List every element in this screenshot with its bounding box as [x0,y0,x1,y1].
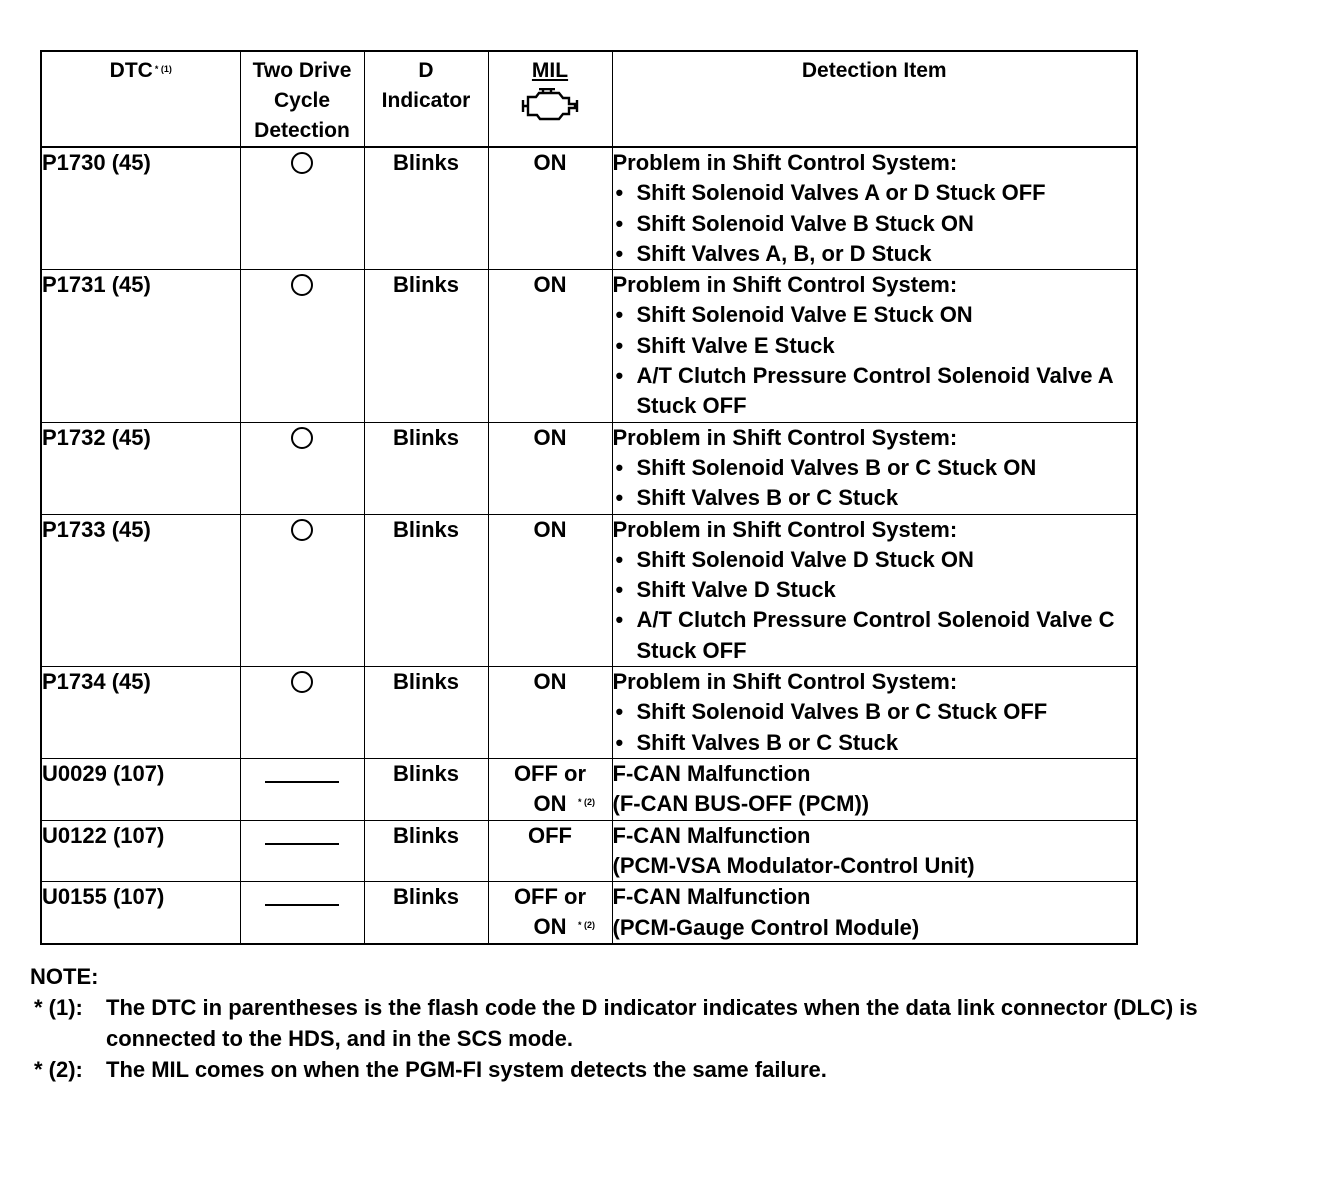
detection-item-cell [612,820,1137,882]
mil-value: OFF or ON [513,884,587,940]
detection-title: Problem in Shift Control System: [612,669,958,695]
two-drive-cycle-cell [240,422,364,514]
mil-value: ON [533,424,567,450]
dtc-code: P1730 (45) [41,147,240,270]
note-line [30,992,1310,1054]
dtc-code: U0029 (107) [41,759,240,821]
list-item: • Shift Solenoid Valve D Stuck ON [613,545,1137,575]
circle-mark-icon [291,671,313,693]
d-indicator-value: Blinks [364,514,488,666]
mil-cell [488,759,612,821]
engine-check-icon [489,88,612,122]
mil-cell [488,422,612,514]
header-dtc: DTC $^{* (1)}$ [41,51,240,147]
dtc-table-body [41,147,1137,944]
detection-title: F-CAN Malfunction [612,884,811,910]
dtc-code: P1734 (45) [41,667,240,759]
note-text: The MIL comes on when the PGM-FI system detects the same failure. [106,1057,827,1082]
detection-subtitle: (PCM-VSA Modulator-Control Unit) [612,852,975,878]
note-heading: NOTE: [30,964,99,989]
table-row [41,270,1137,422]
notes-section [30,961,1310,1085]
detection-list [613,453,1137,514]
mil-cell [488,147,612,270]
list-item: • Shift Valve E Stuck [613,331,1137,361]
header-two-drive-cycle: Two Drive Cycle Detection [240,51,364,147]
detection-list [613,178,1137,269]
two-drive-cycle-cell [240,270,364,422]
dtc-code: P1732 (45) [41,422,240,514]
mil-value: ON [533,669,567,695]
detection-item-cell [612,270,1137,422]
mil-value: OFF [528,822,572,848]
table-row [41,422,1137,514]
two-drive-cycle-cell [240,147,364,270]
list-item: • Shift Valves B or C Stuck [613,483,1137,513]
note-key: * (2): [34,1057,83,1082]
two-drive-cycle-cell [240,667,364,759]
list-item: • Shift Solenoid Valves B or C Stuck ON [613,453,1137,483]
detection-title: F-CAN Malfunction [612,761,811,787]
dtc-code: P1733 (45) [41,514,240,666]
table-row [41,759,1137,821]
list-item: • Shift Solenoid Valves B or C Stuck OFF [613,697,1137,727]
mil-cell [488,820,612,882]
mil-cell [488,667,612,759]
note-line [30,1054,1310,1085]
mil-value: OFF or ON [513,761,587,817]
detection-subtitle: (F-CAN BUS-OFF (PCM)) [612,791,870,817]
list-item: • Shift Solenoid Valves A or D Stuck OFF [613,178,1137,208]
d-indicator-value: Blinks [364,147,488,270]
table-row [41,147,1137,270]
circle-mark-icon [291,519,313,541]
d-indicator-value: Blinks [364,759,488,821]
two-drive-cycle-cell [240,882,364,944]
mil-value: ON [533,150,567,175]
note-key: * (1): [34,995,83,1020]
detection-title: Problem in Shift Control System: [612,150,958,175]
dash-mark-icon [265,904,339,906]
dtc-footnote-marker: * (1) [154,64,172,74]
two-drive-cycle-cell [240,759,364,821]
mil-footnote-marker: * (2) [578,797,596,808]
d-indicator-value: Blinks [364,820,488,882]
header-mil: MIL [488,51,612,147]
mil-cell [488,882,612,944]
circle-mark-icon [291,274,313,296]
mil-cell [488,270,612,422]
dtc-code: U0122 (107) [41,820,240,882]
detection-item-cell [612,422,1137,514]
detection-title: Problem in Shift Control System: [612,272,958,298]
mil-value: ON [533,272,567,298]
detection-item-cell [612,514,1137,666]
circle-mark-icon [291,427,313,449]
mil-cell [488,514,612,666]
d-indicator-value: Blinks [364,667,488,759]
two-drive-cycle-cell [240,514,364,666]
detection-title: Problem in Shift Control System: [612,424,958,450]
dash-mark-icon [265,781,339,783]
note-items [30,992,1310,1085]
header-d-indicator: D Indicator [364,51,488,147]
list-item: • Shift Valves B or C Stuck [613,728,1137,758]
d-indicator-value: Blinks [364,422,488,514]
note-text: The DTC in parentheses is the flash code the D indicator indicates when the data link connector (DLC) is connected to the HDS, and in the SCS mode. [106,995,1198,1051]
table-row [41,820,1137,882]
detection-title: F-CAN Malfunction [612,822,811,848]
detection-item-cell [612,882,1137,944]
detection-item-cell [612,759,1137,821]
dash-mark-icon [265,843,339,845]
table-row [41,667,1137,759]
list-item: • A/T Clutch Pressure Control Solenoid Valve A Stuck OFF [613,361,1137,422]
list-item: • Shift Solenoid Valve B Stuck ON [613,209,1137,239]
mil-value: ON [533,516,567,542]
header-row [41,51,1137,147]
detection-subtitle: (PCM-Gauge Control Module) [612,914,920,940]
detection-list [613,697,1137,758]
detection-list [613,545,1137,666]
d-indicator-value: Blinks [364,882,488,944]
dtc-table [40,50,1138,945]
detection-item-cell [612,667,1137,759]
list-item: • Shift Valves A, B, or D Stuck [613,239,1137,269]
dtc-code: P1731 (45) [41,270,240,422]
two-drive-cycle-cell [240,820,364,882]
table-row [41,514,1137,666]
detection-title: Problem in Shift Control System: [612,516,958,542]
d-indicator-value: Blinks [364,270,488,422]
table-row [41,882,1137,944]
mil-footnote-marker: * (2) [578,920,596,931]
detection-list [613,300,1137,421]
detection-item-cell [612,147,1137,270]
list-item: • A/T Clutch Pressure Control Solenoid Valve C Stuck OFF [613,605,1137,666]
circle-mark-icon [291,152,313,174]
list-item: • Shift Valve D Stuck [613,575,1137,605]
list-item: • Shift Solenoid Valve E Stuck ON [613,300,1137,330]
header-detection-item: Detection Item [612,51,1137,147]
dtc-code: U0155 (107) [41,882,240,944]
